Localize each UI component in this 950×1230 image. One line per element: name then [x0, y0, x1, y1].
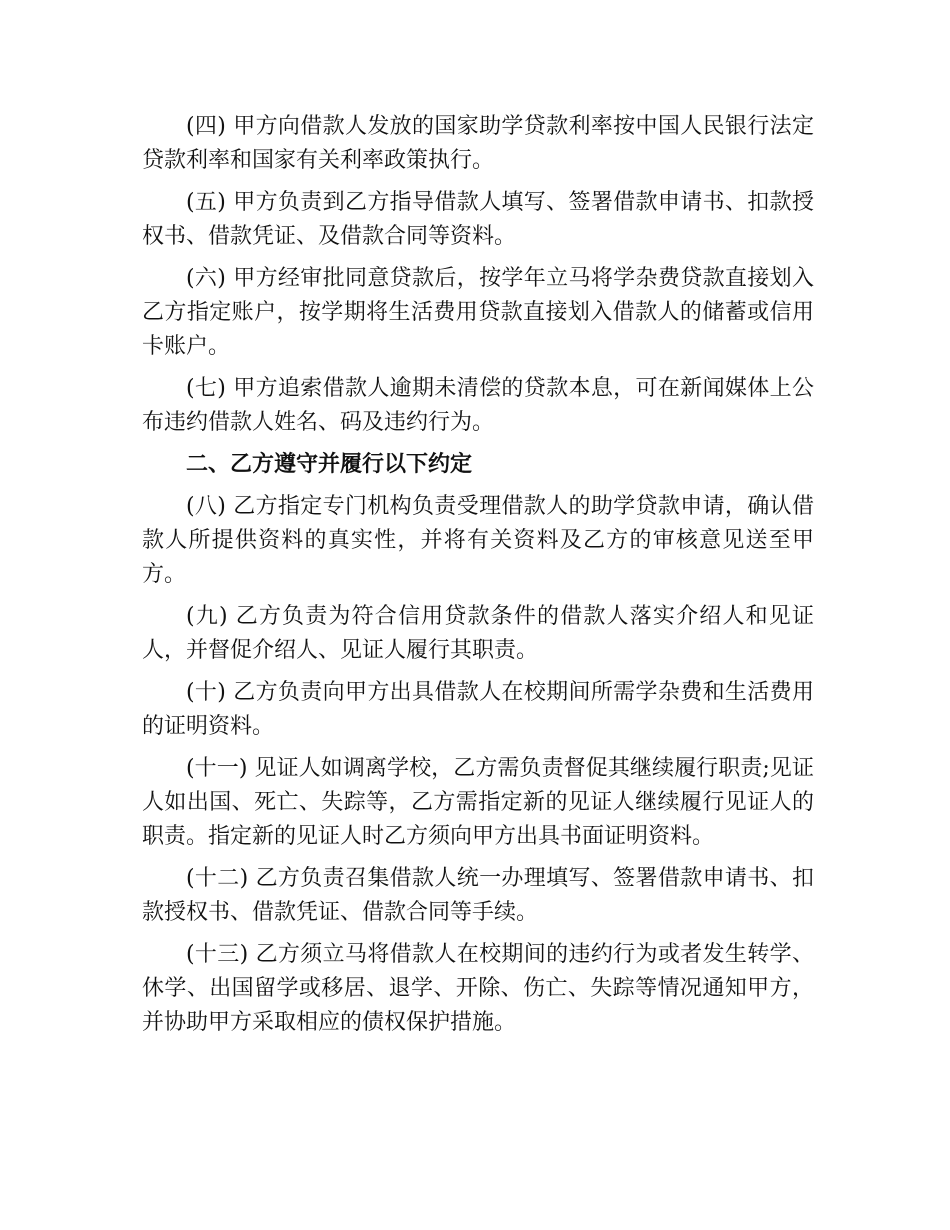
clause-13: (十三) 乙方须立马将借款人在校期间的违约行为或者发生转学、休学、出国留学或移居、退学、开除、伤亡、失踪等情况通知甲方，并协助甲方采取相应的债权保护措施。: [142, 942, 814, 1035]
clause-12: (十二) 乙方负责召集借款人统一办理填写、签署借款申请书、扣款授权书、借款凭证、借款合同等手续。: [142, 866, 814, 925]
section-heading: 二、乙方遵守并履行以下约定: [186, 452, 473, 477]
clause-4: (四) 甲方向借款人发放的国家助学贷款利率按中国人民银行法定贷款利率和国家有关利率政策执行。: [142, 114, 814, 173]
clause-6: (六) 甲方经审批同意贷款后，按学年立马将学杂费贷款直接划入乙方指定账户，按学期将生活费用贷款直接划入借款人的储蓄或信用卡账户。: [142, 266, 814, 359]
clause-11: (十一) 见证人如调离学校，乙方需负责督促其继续履行职责;见证人如出国、死亡、失踪等，乙方需指定新的见证人继续履行见证人的职责。指定新的见证人时乙方须向甲方出具书面证明资料。: [142, 756, 814, 849]
document-body: [142, 110, 814, 1048]
clause-10: (十) 乙方负责向甲方出具借款人在校期间所需学杂费和生活费用的证明资料。: [142, 680, 814, 739]
clause-7: (七) 甲方追索借款人逾期未清偿的贷款本息，可在新闻媒体上公布违约借款人姓名、码及违约行为。: [142, 376, 814, 435]
clause-5: (五) 甲方负责到乙方指导借款人填写、签署借款申请书、扣款授权书、借款凭证、及借款合同等资料。: [142, 190, 814, 249]
clause-9: (九) 乙方负责为符合信用贷款条件的借款人落实介绍人和见证人，并督促介绍人、见证人履行其职责。: [142, 604, 814, 663]
clause-8: (八) 乙方指定专门机构负责受理借款人的助学贷款申请，确认借款人所提供资料的真实性，并将有关资料及乙方的审核意见送至甲方。: [142, 494, 814, 587]
